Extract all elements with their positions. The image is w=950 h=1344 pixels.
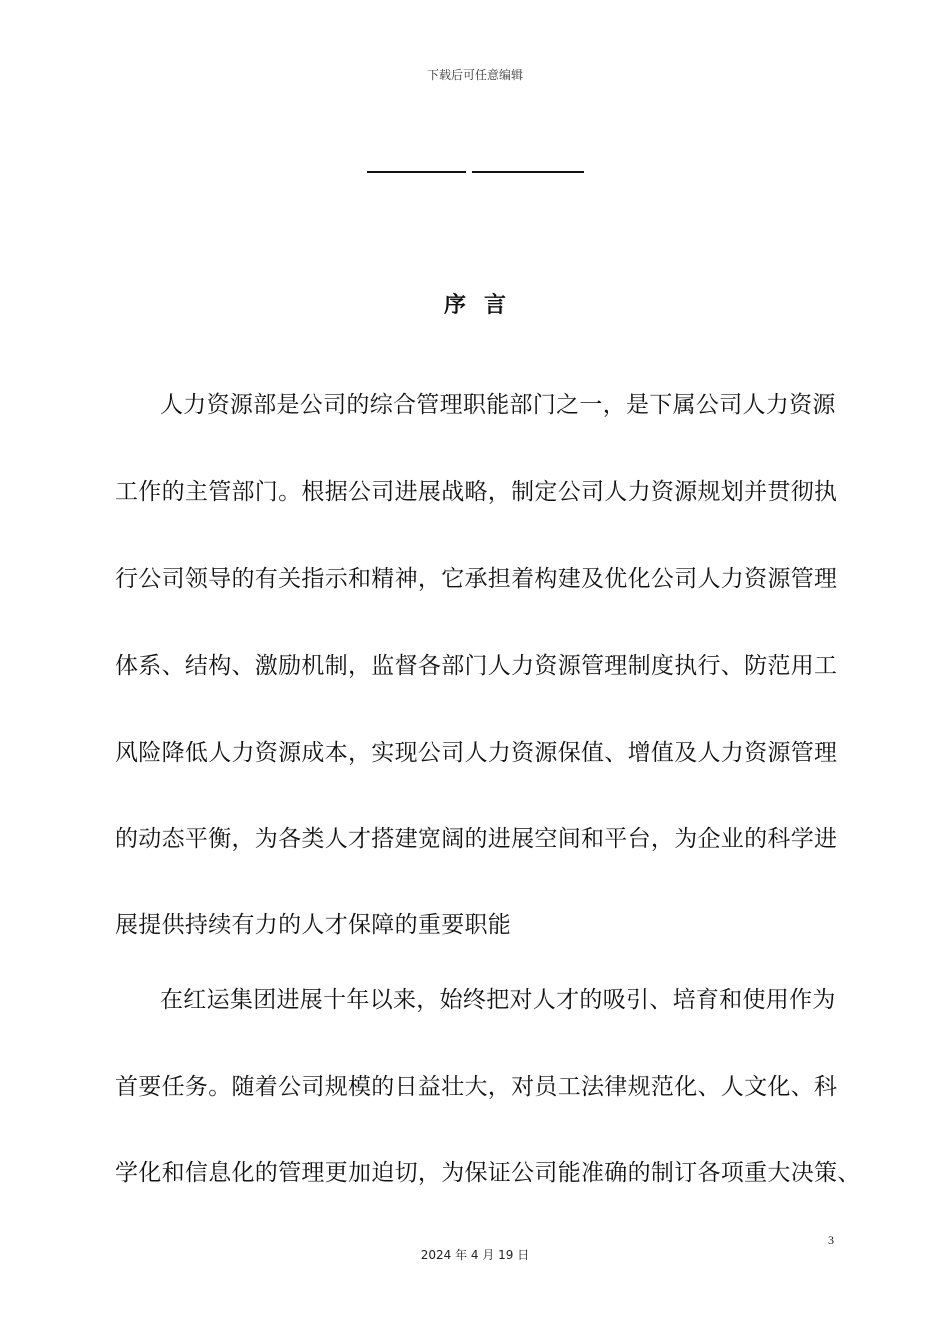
paragraph-1-line-7: 展提供持续有力的人才保障的重要职能: [115, 912, 512, 938]
paragraph-1-line-6: 的动态平衡，为各类人才搭建宽阔的进展空间和平台，为企业的科学进: [115, 826, 838, 852]
page-number: 3: [828, 1233, 834, 1247]
paragraph-2-line-1: 在红运集团进展十年以来，始终把对人才的吸引、培育和使用作为: [160, 987, 836, 1013]
header-note: 下载后可任意编辑: [426, 68, 523, 82]
paragraph-1-line-2: 工作的主管部门。根据公司进展战略，制定公司人力资源规划并贯彻执: [115, 479, 838, 505]
paragraph-1-line-5: 风险降低人力资源成本，实现公司人力资源保值、增值及人力资源管理: [115, 740, 838, 766]
paragraph-1-line-1: 人力资源部是公司的综合管理职能部门之一，是下属公司人力资源: [160, 392, 836, 418]
paragraph-1-line-4: 体系、结构、激励机制，监督各部门人力资源管理制度执行、防范用工: [115, 653, 838, 679]
paragraph-2-line-3: 学化和信息化的管理更加迫切，为保证公司能准确的制订各项重大决策、: [115, 1160, 861, 1186]
paragraph-1-line-3: 行公司领导的有关指示和精神，它承担着构建及优化公司人力资源管理: [115, 566, 838, 592]
title-rule-right: [472, 171, 584, 173]
section-title: 序言: [443, 293, 524, 318]
title-rule-left: [367, 171, 466, 173]
footer-date: 2024 年 4 月 19 日: [420, 1248, 530, 1262]
paragraph-2-line-2: 首要任务。随着公司规模的日益壮大，对员工法律规范化、人文化、科: [115, 1074, 838, 1100]
